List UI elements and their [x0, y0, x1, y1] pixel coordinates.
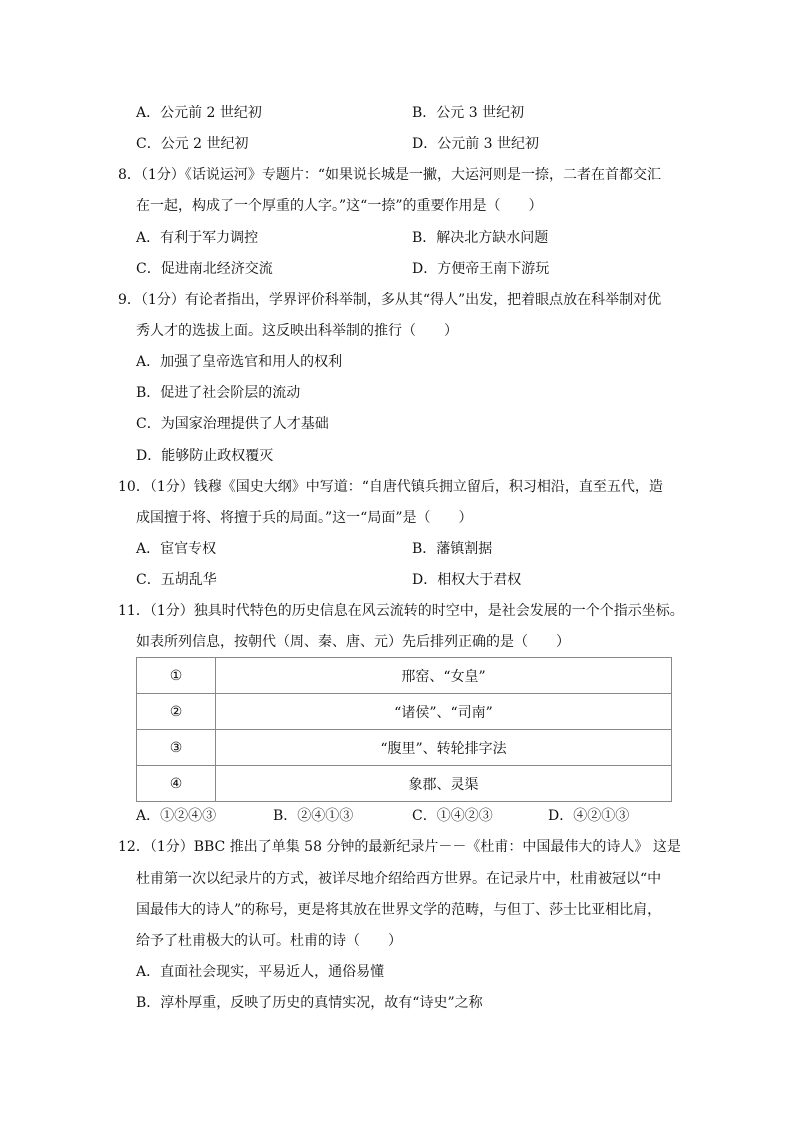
q8-option-c: C．促进南北经济交流 [136, 261, 273, 277]
q11-stem-line2: 如表所列信息，按朝代（周、秦、唐、元）先后排列正确的是（ ） [136, 634, 570, 650]
q12-stem-line1: 12．（1分）BBC 推出了单集 58 分钟的最新纪录片－－《杜甫：中国最伟大的诗人》 这是 [118, 839, 681, 855]
table-row [137, 658, 672, 694]
table-cell-number: ④ [137, 766, 216, 802]
table-row [137, 694, 672, 730]
q10-option-d: D．相权大于君权 [412, 572, 522, 588]
table-row [137, 766, 672, 802]
q12-stem-line3: 国最伟大的诗人”的称号，更是将其放在世界文学的范畴，与但丁、莎士比亚相比肩， [136, 902, 662, 918]
q11-stem-line1: 11．（1分）独具时代特色的历史信息在风云流转的时空中，是社会发展的一个个指示坐标。 [118, 603, 684, 619]
q12-stem-line4: 给予了杜甫极大的认可。杜甫的诗（ ） [136, 933, 402, 949]
q7-option-c: C．公元 2 世纪初 [136, 136, 249, 152]
table-row [137, 730, 672, 766]
q9-option-a: A．加强了皇帝选官和用人的权利 [136, 354, 343, 370]
q11-option-d: D．④②①③ [548, 808, 630, 824]
q11-info-table [136, 657, 672, 802]
table-cell-info: “诸侯”、“司南” [216, 694, 672, 730]
q12-option-a: A．直面社会现实，平易近人，通俗易懂 [136, 964, 385, 980]
q11-option-a: A．①②④③ [136, 808, 217, 824]
q10-stem-line2: 成国擅于将、将擅于兵的局面。”这一“局面”是（ ） [136, 510, 473, 526]
q10-option-b: B．藩镇割据 [412, 541, 493, 557]
table-cell-info: “腹里”、转轮排字法 [216, 730, 672, 766]
q7-option-b: B．公元 3 世纪初 [412, 105, 525, 121]
q9-stem-line2: 秀人才的选拔上面。这反映出科举制的推行（ ） [136, 323, 458, 339]
q8-option-a: A．有利于军力调控 [136, 230, 259, 246]
q8-stem-line2: 在一起，构成了一个厚重的人字。”这“一捺”的重要作用是（ ） [136, 198, 543, 214]
q10-stem-line1: 10．（1分）钱穆《国史大纲》中写道：“自唐代镇兵拥立留后，积习相沿，直至五代，造 [118, 479, 663, 495]
q12-stem-line2: 杜甫第一次以纪录片的方式，被详尽地介绍给西方世界。在记录片中，杜甫被冠以“中 [136, 871, 662, 887]
q8-option-b: B．解决北方缺水问题 [412, 230, 549, 246]
q10-option-a: A．宦官专权 [136, 541, 217, 557]
table-cell-number: ② [137, 694, 216, 730]
q9-option-d: D．能够防止政权覆灭 [136, 448, 274, 464]
q9-stem-line1: 9．（1分）有论者指出，学界评价科举制，多从其“得人”出发，把着眼点放在科举制对优 [118, 292, 662, 308]
q8-option-d: D．方便帝王南下游玩 [412, 261, 550, 277]
q12-option-b: B．淳朴厚重，反映了历史的真情实况，故有“诗史”之称 [136, 995, 483, 1011]
q11-option-b: B．②④①③ [273, 808, 354, 824]
table-cell-number: ① [137, 658, 216, 694]
q9-option-b: B．促进了社会阶层的流动 [136, 385, 301, 401]
q9-option-c: C．为国家治理提供了人才基础 [136, 416, 329, 432]
table-cell-info: 象郡、灵渠 [216, 766, 672, 802]
q8-stem-line1: 8．（1分）《话说运河》专题片：“如果说长城是一撇，大运河则是一捺，二者在首都交汇 [118, 167, 661, 183]
q11-option-c: C．①④②③ [412, 808, 493, 824]
q7-option-a: A．公元前 2 世纪初 [136, 105, 262, 121]
table-cell-info: 邢窑、“女皇” [216, 658, 672, 694]
q10-option-c: C．五胡乱华 [136, 572, 217, 588]
table-cell-number: ③ [137, 730, 216, 766]
q7-option-d: D．公元前 3 世纪初 [412, 136, 540, 152]
